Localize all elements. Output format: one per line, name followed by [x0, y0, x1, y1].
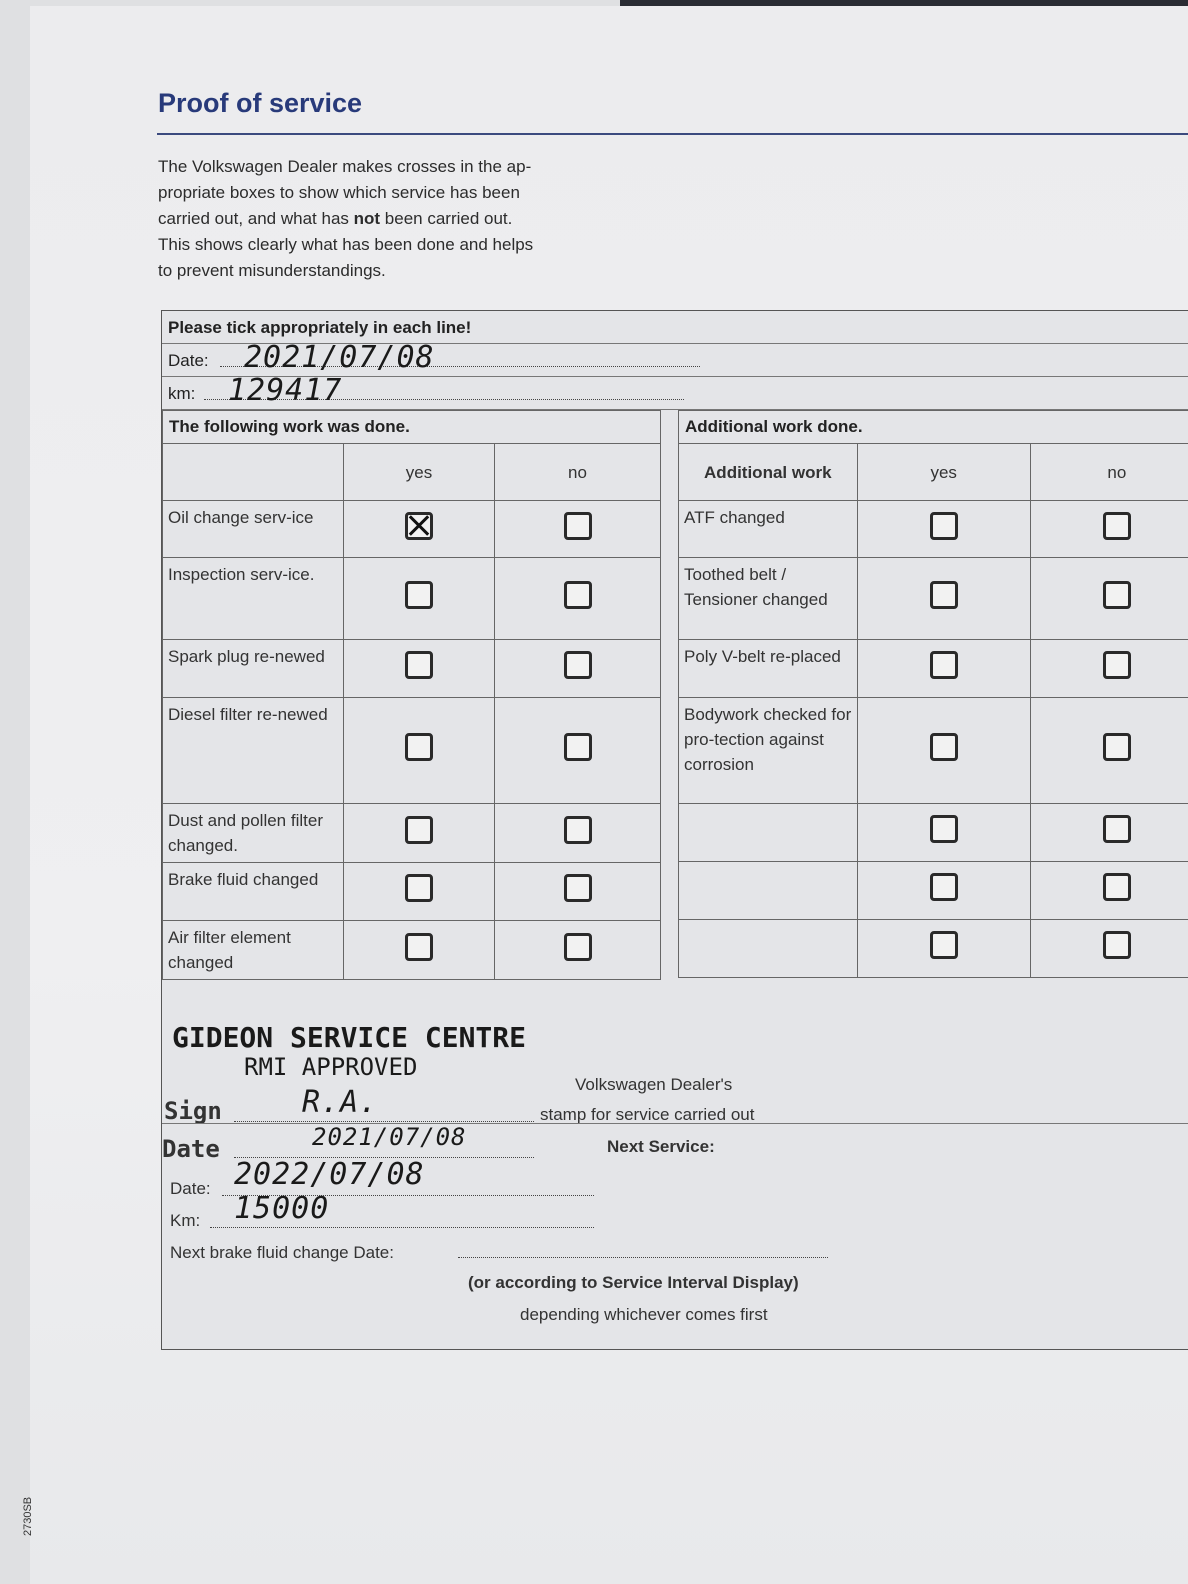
checkbox[interactable]: [405, 581, 433, 609]
checkbox[interactable]: [564, 512, 592, 540]
proof-of-service-form: [161, 310, 1188, 1350]
dealer-stamp-caption-2: stamp for service carried out: [540, 1105, 755, 1124]
table-row: [163, 804, 661, 863]
km-row: [162, 373, 1188, 410]
additional-work-table: [678, 410, 1188, 978]
work-label: Brake fluid changed: [163, 863, 344, 921]
additional-work-label: [679, 920, 858, 978]
checkbox[interactable]: [564, 816, 592, 844]
checkbox-cell[interactable]: [344, 698, 495, 804]
table-row: [679, 640, 1188, 698]
km-handwritten[interactable]: 129417: [228, 373, 343, 408]
yes-column-header: yes: [857, 444, 1030, 501]
checkbox-cell[interactable]: [495, 558, 661, 640]
additional-work-label: ATF changed: [679, 501, 858, 558]
additional-work-header: Additional work done.: [679, 411, 1188, 444]
brake-fluid-dotted-line: [458, 1257, 828, 1258]
checkbox[interactable]: [564, 581, 592, 609]
blank-header-cell: [163, 444, 344, 501]
work-label: Inspection serv-ice.: [163, 558, 344, 640]
checkbox[interactable]: [1103, 512, 1131, 540]
checkbox-cell[interactable]: [344, 640, 495, 698]
checkbox[interactable]: [1103, 581, 1131, 609]
work-done-table: [162, 410, 661, 980]
checkbox[interactable]: [405, 933, 433, 961]
next-service-km-dotted-line: [210, 1227, 594, 1228]
date-label: Date:: [168, 351, 209, 370]
checkbox[interactable]: [930, 651, 958, 679]
checkbox[interactable]: [1103, 651, 1131, 679]
table-row: [679, 558, 1188, 640]
additional-work-column-header: Additional work: [679, 444, 858, 501]
intro-line-3a: carried out, and what has: [158, 209, 354, 228]
no-column-header: no: [1030, 444, 1188, 501]
checkbox-cell[interactable]: [344, 558, 495, 640]
work-label: Oil change serv-ice: [163, 501, 344, 558]
stamp-date-handwritten[interactable]: 2021/07/08: [312, 1123, 467, 1151]
intro-line-1: The Volkswagen Dealer makes crosses in the ap-: [158, 157, 532, 176]
title-divider: [157, 133, 1188, 135]
dealer-stamp-caption-1: Volkswagen Dealer's: [575, 1075, 733, 1094]
table-row: [163, 698, 661, 804]
table-row: [679, 501, 1188, 558]
checkbox[interactable]: [405, 816, 433, 844]
work-label: Spark plug re-newed: [163, 640, 344, 698]
next-service-km-label: Km:: [170, 1211, 201, 1230]
additional-work-label: Toothed belt / Tensioner changed: [679, 558, 858, 640]
checkbox-cell[interactable]: [857, 920, 1030, 978]
checkbox-cell[interactable]: [495, 640, 661, 698]
page-edge-shadow: [620, 0, 1188, 6]
checkbox-cell[interactable]: [495, 921, 661, 980]
intro-line-3c: been carried out.: [380, 209, 513, 228]
checkbox[interactable]: [405, 733, 433, 761]
checkbox[interactable]: [405, 874, 433, 902]
checkbox[interactable]: [1103, 873, 1131, 901]
checkbox-cell[interactable]: [495, 863, 661, 921]
checkbox-cell[interactable]: [857, 698, 1030, 804]
checkbox-cell[interactable]: [857, 558, 1030, 640]
table-row: [679, 804, 1188, 862]
checkbox-cell[interactable]: [857, 501, 1030, 558]
sign-dotted-line: [234, 1121, 534, 1122]
checkbox-cell[interactable]: [1030, 501, 1188, 558]
intro-line-3-emphasis: not: [353, 209, 381, 228]
instruction-text: Please tick appropriately in each line!: [168, 318, 472, 337]
km-label: km:: [168, 384, 196, 403]
checkbox[interactable]: [1103, 815, 1131, 843]
table-row: [163, 558, 661, 640]
yes-column-header: yes: [344, 444, 495, 501]
checkbox-cell[interactable]: [857, 804, 1030, 862]
intro-line-4: This shows clearly what has been done and helps: [158, 235, 534, 254]
checkbox-cell[interactable]: [495, 698, 661, 804]
checkbox[interactable]: [564, 733, 592, 761]
checkbox[interactable]: [930, 815, 958, 843]
dealer-stamp-subtitle: RMI APPROVED: [244, 1053, 418, 1081]
table-row: [679, 862, 1188, 920]
checkbox[interactable]: [930, 581, 958, 609]
page-title: Proof of service: [158, 88, 363, 118]
checkbox-cell[interactable]: [1030, 698, 1188, 804]
dealer-stamp-name: GIDEON SERVICE CENTRE: [172, 1021, 527, 1054]
next-service-heading: Next Service:: [607, 1137, 715, 1156]
checkbox-cell[interactable]: [1030, 920, 1188, 978]
table-row: [163, 501, 661, 558]
page-code: 2730SB: [22, 1496, 34, 1536]
checkbox-cell[interactable]: [344, 863, 495, 921]
work-label: Air filter element changed: [163, 921, 344, 980]
intro-line-5: to prevent misunderstandings.: [158, 261, 386, 280]
stamp-date-label: Date: [162, 1135, 220, 1163]
checkbox-cell[interactable]: [857, 862, 1030, 920]
checkbox-cell[interactable]: [344, 501, 495, 558]
whichever-first-note: depending whichever comes first: [520, 1305, 768, 1324]
checkbox[interactable]: [930, 873, 958, 901]
service-date-handwritten[interactable]: 2021/07/08: [244, 340, 435, 375]
intro-line-2: propriate boxes to show which service has been: [158, 183, 520, 202]
checkbox-cell[interactable]: [495, 501, 661, 558]
checkbox-cell[interactable]: [495, 804, 661, 863]
table-row: [679, 698, 1188, 804]
checkbox[interactable]: [1103, 733, 1131, 761]
service-booklet-page: [22, 6, 1188, 1584]
table-row: [163, 640, 661, 698]
checked-checkbox[interactable]: [405, 512, 433, 540]
work-label: Dust and pollen filter changed.: [163, 804, 344, 863]
checkbox-cell[interactable]: [344, 921, 495, 980]
checkbox-cell[interactable]: [1030, 558, 1188, 640]
table-row: [163, 863, 661, 921]
intro-line-3: [158, 206, 658, 232]
table-row: [679, 920, 1188, 978]
checkbox[interactable]: [564, 651, 592, 679]
next-service-date-label: Date:: [170, 1179, 211, 1198]
no-column-header: no: [495, 444, 661, 501]
signature-handwritten[interactable]: R.A.: [302, 1085, 379, 1120]
checkbox-cell[interactable]: [1030, 804, 1188, 862]
checkbox[interactable]: [564, 933, 592, 961]
checkbox[interactable]: [564, 874, 592, 902]
next-service-date-handwritten[interactable]: 2022/07/08: [234, 1157, 425, 1192]
checkbox[interactable]: [1103, 931, 1131, 959]
checkbox-cell[interactable]: [1030, 640, 1188, 698]
service-interval-note: (or according to Service Interval Display): [468, 1273, 799, 1292]
additional-work-label: Poly V-belt re-placed: [679, 640, 858, 698]
additional-work-label: Bodywork checked for pro-tection against corrosion: [679, 698, 858, 804]
checkbox[interactable]: [405, 651, 433, 679]
checkbox[interactable]: [930, 733, 958, 761]
checkbox[interactable]: [930, 931, 958, 959]
brake-fluid-label: Next brake fluid change Date:: [170, 1243, 394, 1262]
work-label: Diesel filter re-newed: [163, 698, 344, 804]
intro-text: [158, 154, 658, 284]
additional-work-label: [679, 804, 858, 862]
checkbox[interactable]: [930, 512, 958, 540]
checkbox-cell[interactable]: [1030, 862, 1188, 920]
next-service-km-handwritten[interactable]: 15000: [234, 1191, 330, 1226]
table-row: [163, 921, 661, 980]
work-done-header: The following work was done.: [163, 411, 661, 444]
sign-label: Sign: [164, 1097, 222, 1125]
checkbox-cell[interactable]: [344, 804, 495, 863]
checkbox-cell[interactable]: [857, 640, 1030, 698]
additional-work-label: [679, 862, 858, 920]
